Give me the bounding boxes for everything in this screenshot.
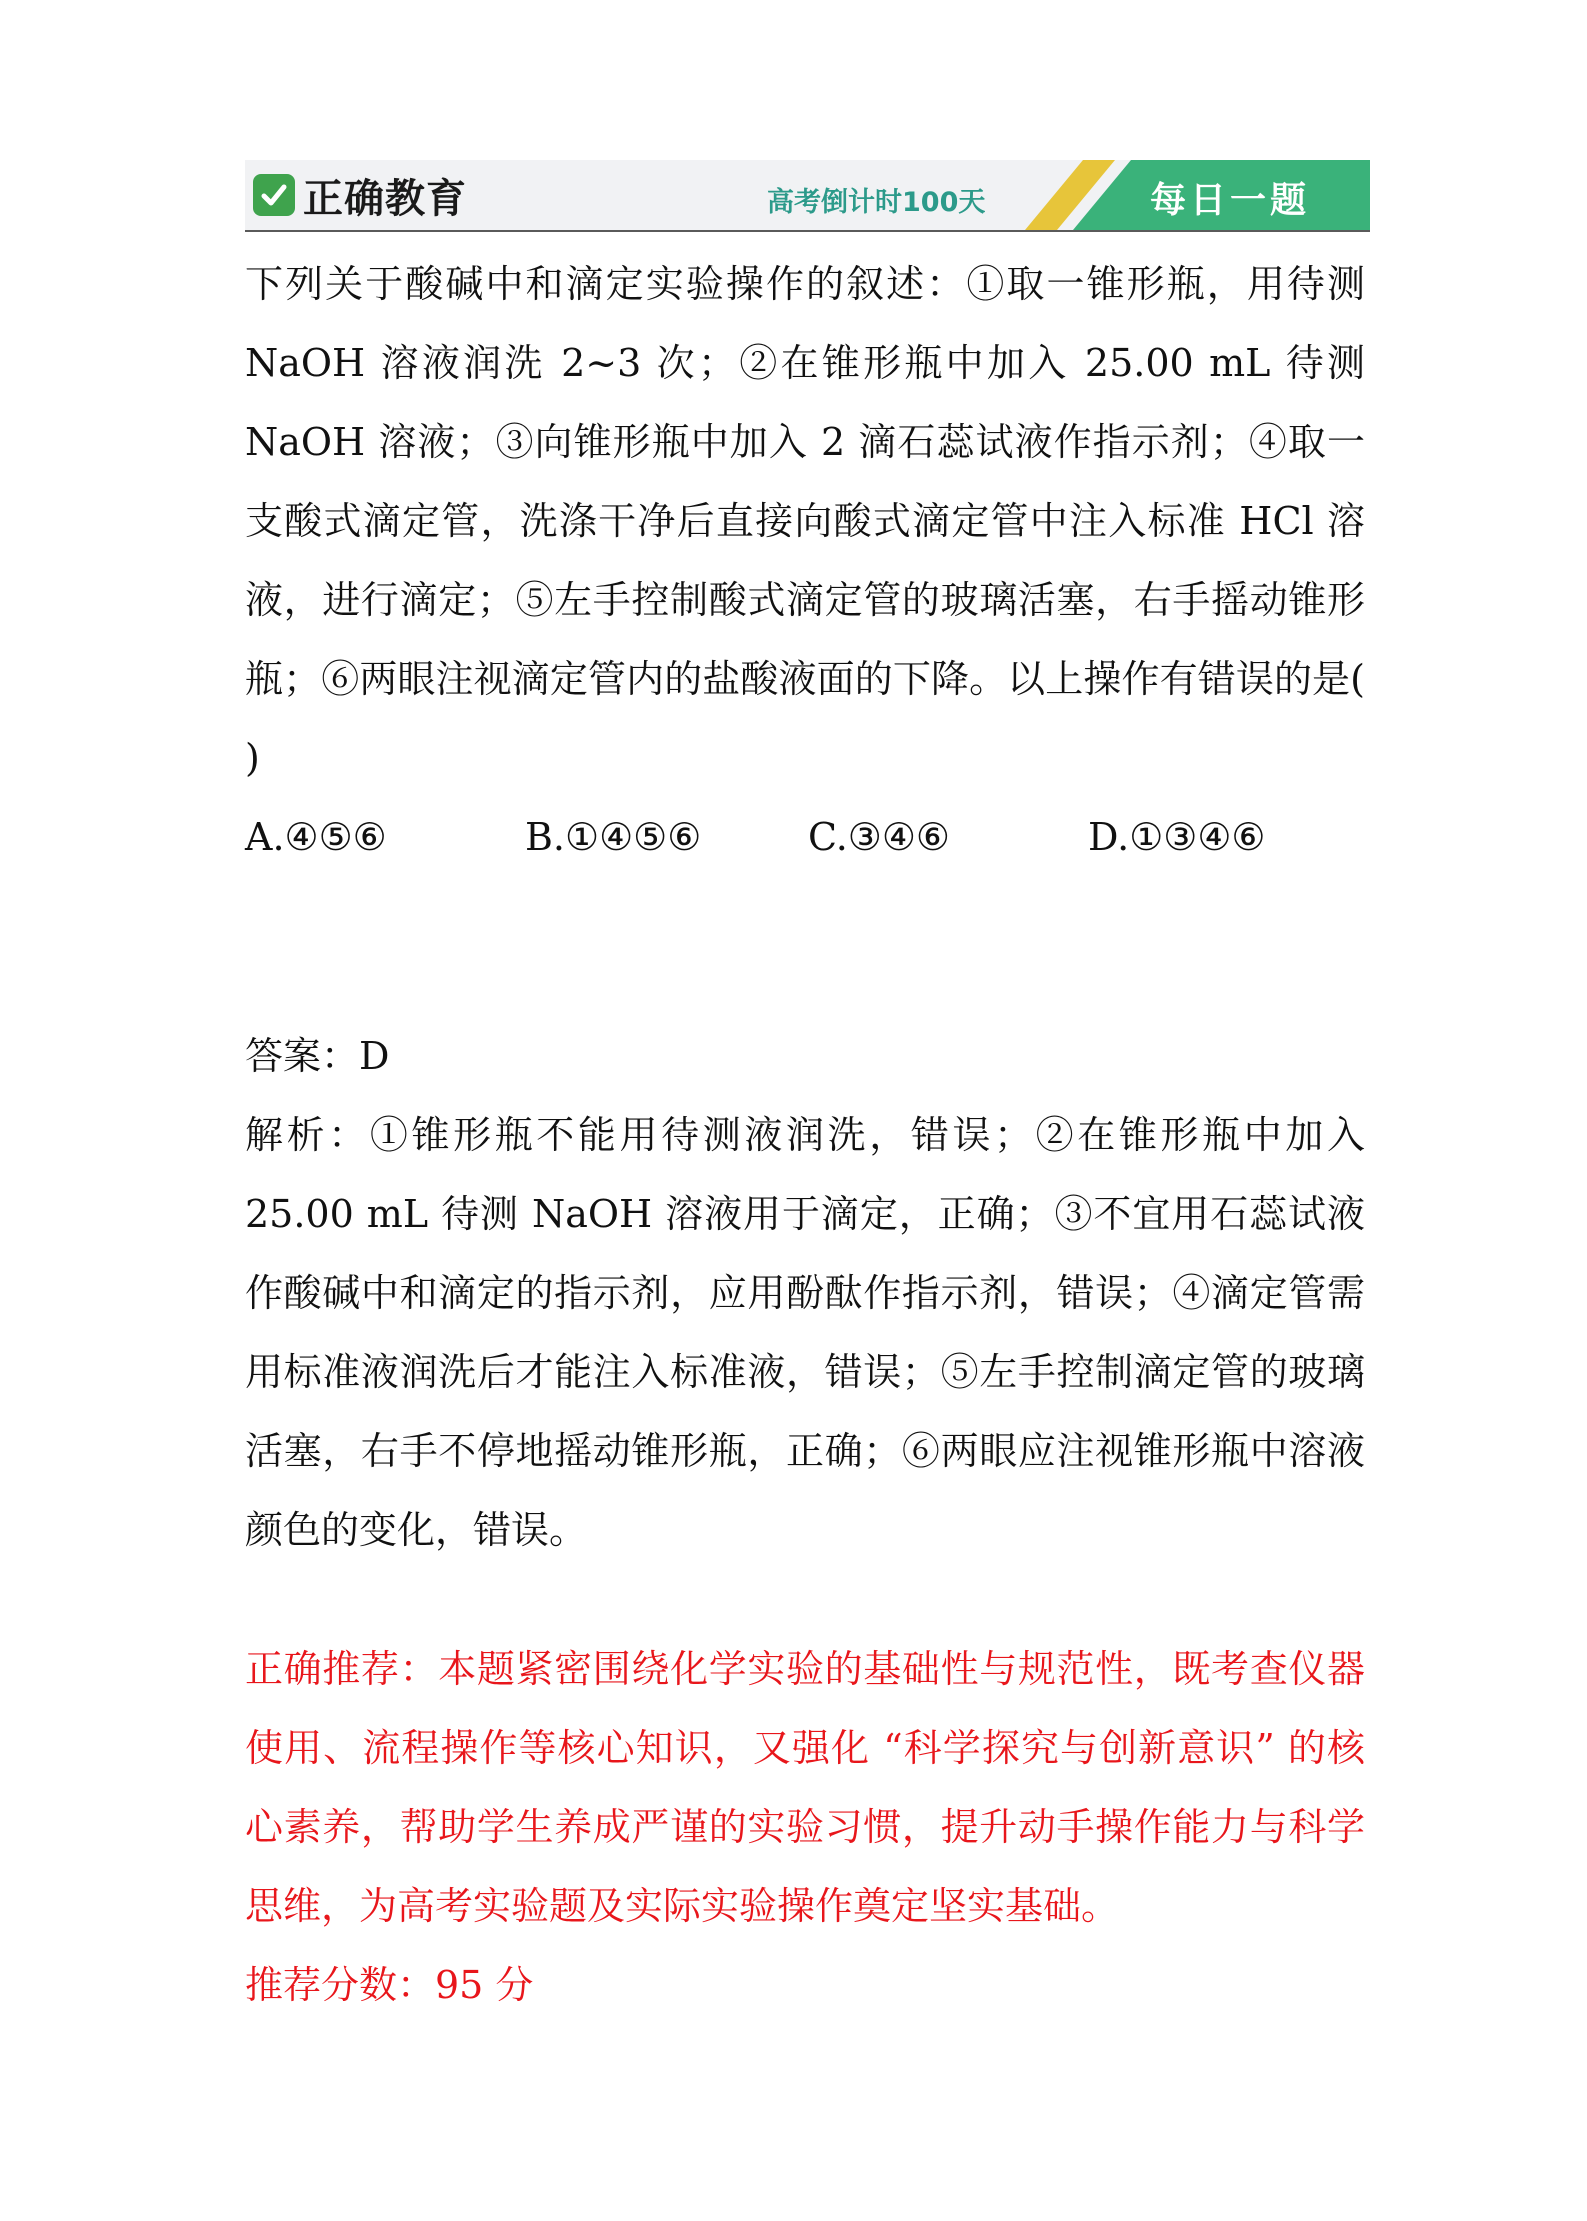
option-d: D.①③④⑥ — [1088, 815, 1266, 859]
brand-logo — [253, 170, 467, 220]
answer-section — [245, 1017, 1365, 1570]
daily-question-label: 每日一题 — [1149, 180, 1310, 221]
header-banner — [245, 160, 1370, 230]
recommendation-section — [245, 1630, 1365, 2025]
header-divider — [245, 230, 1370, 232]
answer-options — [245, 798, 1365, 877]
document-body — [245, 245, 1365, 2025]
question-text: 下列关于酸碱中和滴定实验操作的叙述：①取一锥形瓶，用待测 NaOH 溶液润洗 2~3 次；②在锥形瓶中加入 25.00 mL 待测 NaOH 溶液；③向锥形瓶中加入 2 滴石蕊试液作指示剂；④取一支酸式滴定管，洗涤干净后直接向酸式滴定管中注入标准 HCl 溶液，进行滴定；⑤左手控制酸式滴定管的玻璃活塞，右手摇动锥形瓶；⑥两眼注视滴定管内的盐酸液面的下降。以上操作有错误的是( ) — [245, 262, 1365, 780]
checkmark-icon — [253, 174, 295, 216]
option-b: B.①④⑤⑥ — [525, 815, 702, 859]
analysis-text: 解析：①锥形瓶不能用待测液润洗，错误；②在锥形瓶中加入 25.00 mL 待测 NaOH 溶液用于滴定，正确；③不宜用石蕊试液作酸碱中和滴定的指示剂，应用酚酞作指示剂，错误；④滴定管需用标准液润洗后才能注入标准液，错误；⑤左手控制滴定管的玻璃活塞，右手不停地摇动锥形瓶，正确；⑥两眼应注视锥形瓶中溶液颜色的变化，错误。 — [245, 1113, 1365, 1552]
option-a: A.④⑤⑥ — [245, 815, 387, 859]
recommendation-text: 正确推荐：本题紧密围绕化学实验的基础性与规范性，既考查仪器使用、流程操作等核心知识，又强化 “科学探究与创新意识” 的核心素养，帮助学生养成严谨的实验习惯，提升动手操作能力与科学思维，为高考实验题及实际实验操作奠定坚实基础。 — [245, 1647, 1365, 1928]
recommendation-score: 推荐分数：95 分 — [245, 1963, 534, 2007]
brand-name: 正确教育 — [303, 175, 467, 222]
answer-line: 答案：D — [245, 1034, 390, 1078]
countdown-label: 高考倒计时100天 — [767, 187, 986, 218]
option-c: C.③④⑥ — [808, 815, 950, 859]
